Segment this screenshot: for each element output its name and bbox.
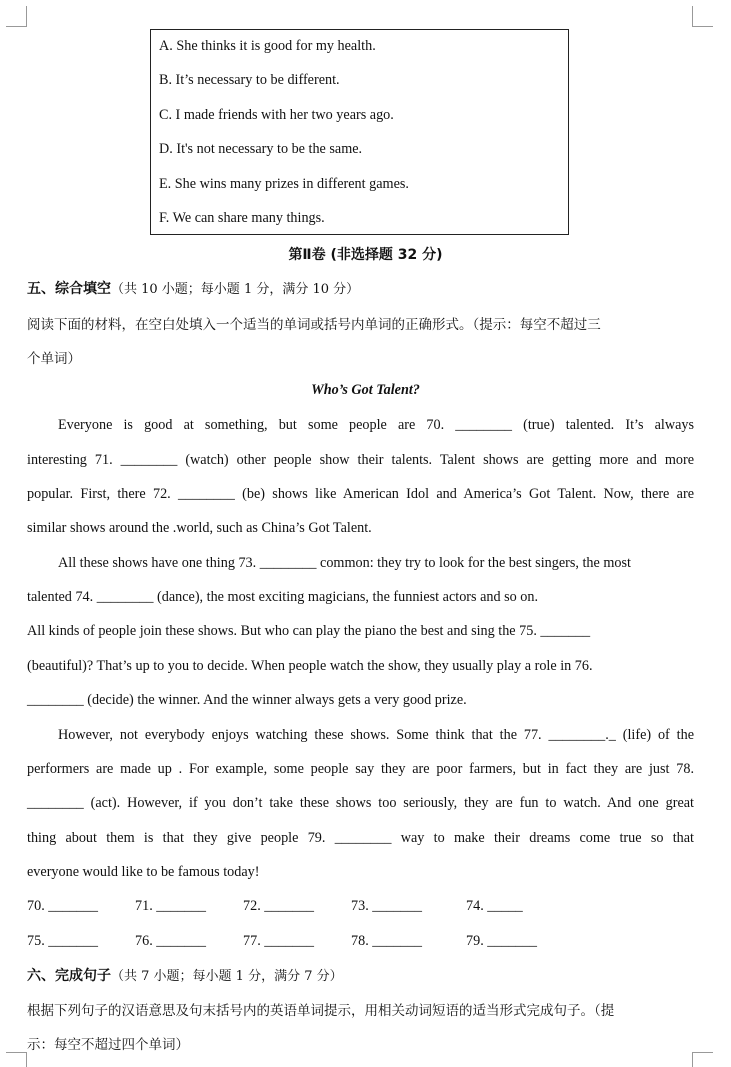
option-a: A. She thinks it is good for my health. [159,38,376,54]
section5-note: （共 10 小题；每小题 1 分，满分 10 分） [111,282,360,297]
answer-blank-79: 79. _______ [466,933,537,949]
answer-blank-78: 78. _______ [351,933,422,949]
section5-instruction-line1: 阅读下面的材料，在空白处填入一个适当的单词或括号内单词的正确形式。（提示：每空不超过三 [27,317,601,333]
answer-blank-71: 71. _______ [135,898,206,914]
volume-heading: 第Ⅱ卷 (非选择题 32 分) [288,247,443,263]
section5-title: 五、综合填空 [27,281,111,297]
crop-mark-top-right [692,6,713,27]
passage-line: talented 74. ________ (dance), the most exciting magicians, the funniest actors and so on. [27,589,539,605]
answer-blank-74: 74. _____ [466,898,523,914]
passage-line: performers are made up . For example, some people say they are poor farmers, but in fact they are just 78. [27,761,694,777]
passage-line: everyone would like to be famous today! [27,864,260,880]
option-f: F. We can share many things. [159,210,325,226]
options-box [150,29,569,235]
passage-line: interesting 71. ________ (watch) other people show their talents. Talent shows are getting more and more [27,452,694,468]
option-c: C. I made friends with her two years ago. [159,107,394,123]
option-d: D. It's not necessary to be the same. [159,141,363,157]
crop-mark-bottom-right [692,1052,713,1067]
passage-line: popular. First, there 72. ________ (be) shows like American Idol and America’s Got Talent. Now, there are [27,486,694,502]
passage-title: Who’s Got Talent? [311,382,420,398]
section5-heading [27,278,359,298]
crop-mark-top-left [6,6,27,27]
section5-instruction-line2: 个单词） [27,351,81,367]
passage-line: All these shows have one thing 73. ________ common: they try to look for the best singers, the most [58,555,631,571]
crop-mark-bottom-left [6,1052,27,1067]
section6-heading [27,965,343,985]
passage-line: Everyone is good at something, but some people are 70. ________ (true) talented. It’s always [58,417,694,433]
section6-instruction-line1: 根据下列句子的汉语意思及句末括号内的英语单词提示，用相关动词短语的适当形式完成句子。（提 [27,1003,615,1019]
section6-instruction-line2: 示：每空不超过四个单词） [27,1037,189,1053]
option-e: E. She wins many prizes in different games. [159,176,409,192]
answer-blank-75: 75. _______ [27,933,98,949]
answer-blank-72: 72. _______ [243,898,314,914]
answer-blank-73: 73. _______ [351,898,422,914]
passage-line: (beautiful)? That’s up to you to decide. When people watch the show, they usually play a role in 76. [27,658,593,674]
passage-line: All kinds of people join these shows. But who can play the piano the best and sing the 75. _______ [27,623,591,639]
answer-blank-77: 77. _______ [243,933,314,949]
passage-line: However, not everybody enjoys watching these shows. Some think that the 77. ________._ (life) of the [58,727,694,743]
section6-note: （共 7 小题；每小题 1 分，满分 7 分） [111,969,343,984]
section6-title: 六、完成句子 [27,968,111,984]
answer-blank-70: 70. _______ [27,898,98,914]
option-b: B. It’s necessary to be different. [159,72,340,88]
passage-line: similar shows around the .world, such as China’s Got Talent. [27,520,372,536]
passage-line: ________ (decide) the winner. And the winner always gets a very good prize. [27,692,467,708]
passage-line: ________ (act). However, if you don’t take these shows too seriously, they are fun to watch. And one great [27,795,694,811]
passage-line: thing about them is that they give people 79. ________ way to make their dreams come true so that [27,830,694,846]
answer-blank-76: 76. _______ [135,933,206,949]
